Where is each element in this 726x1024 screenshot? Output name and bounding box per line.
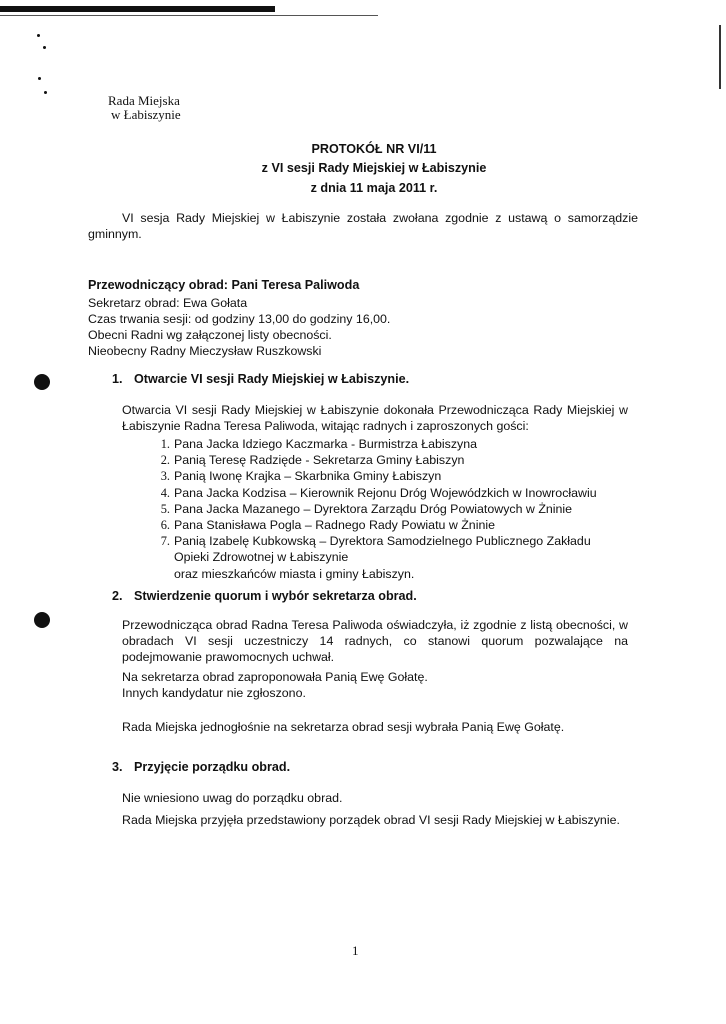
list-item-continuation: Opieki Zdrowotnej w Łabiszynie (174, 550, 349, 565)
section-1-title: Otwarcie VI sesji Rady Miejskiej w Łabiszynie. (134, 372, 410, 386)
section-2-line-b: Innych kandydatur nie zgłoszono. (122, 686, 306, 700)
punch-hole (34, 612, 50, 628)
protocol-date: z dnia 11 maja 2011 r. (310, 181, 438, 195)
list-item: 4. Pana Jacka Kodzisa – Kierownik Rejonu Dróg Wojewódzkich w Inowrocławiu (160, 485, 597, 500)
page-number: 1 (352, 943, 359, 958)
section-2-line-a: Na sekretarza obrad zaproponowała Panią Ewę Gołatę. (122, 670, 428, 684)
section-2-title: Stwierdzenie quorum i wybór sekretarza obrad. (134, 589, 417, 603)
punch-hole (34, 374, 50, 390)
scan-speck (44, 91, 47, 94)
scan-speck (38, 77, 41, 80)
section-2-result: Rada Miejska jednogłośnie na sekretarza obrad sesji wybrała Panią Ewę Gołatę. (122, 720, 565, 734)
section-2-paragraph: Przewodnicząca obrad Radna Teresa Paliwoda oświadczyła, iż zgodnie z listą obecności, w obradach VI sesji uczestniczy 14 radnych, co stanowi quorum pozwalające na podejmowanie prawomocnych uchwał. (122, 618, 628, 664)
scan-top-line (0, 15, 378, 16)
list-item: 1. Pana Jacka Idziego Kaczmarka - Burmistrza Łabiszyna (160, 437, 478, 451)
intro-paragraph: VI sesja Rady Miejskiej w Łabiszynie została zwołana zgodnie z ustawą o samorządzie gminnym. (88, 211, 638, 241)
list-item: 3. Panią Iwonę Krajka – Skarbnika Gminy Łabiszyn (160, 469, 442, 484)
section-3-title: Przyjęcie porządku obrad. (134, 760, 291, 774)
council-stamp (108, 94, 181, 122)
protocol-subtitle: z VI sesji Rady Miejskiej w Łabiszynie (261, 161, 487, 175)
list-closing: oraz mieszkańców miasta i gminy Łabiszyn. (174, 566, 415, 581)
absent-line: Nieobecny Radny Mieczysław Ruszkowski (88, 344, 322, 358)
section-2-heading (112, 589, 417, 603)
present-line: Obecni Radni wg załączonej listy obecności. (88, 328, 332, 342)
duration-line: Czas trwania sesji: od godziny 13,00 do godziny 16,00. (88, 312, 391, 326)
stamp-line-1: Rada Miejska (108, 93, 180, 108)
section-3-line-a: Nie wniesiono uwag do porządku obrad. (122, 791, 343, 805)
scan-speck (37, 34, 40, 37)
list-item: 6. Pana Stanisława Pogla – Radnego Rady Powiatu w Żninie (160, 518, 495, 533)
section-1-paragraph: Otwarcia VI sesji Rady Miejskiej w Łabiszynie dokonała Przewodnicząca Rady Miejskiej w Łabiszynie Radna Teresa Paliwoda, witając radnych i zaproszonych gości: (122, 403, 628, 433)
stamp-line-2: w Łabiszynie (111, 107, 181, 122)
guest-list (150, 436, 597, 582)
scan-right-edge (719, 25, 721, 89)
chair-line: Przewodniczący obrad: Pani Teresa Paliwoda (88, 278, 360, 292)
scan-speck (43, 46, 46, 49)
section-3-paragraph: Rada Miejska przyjęła przedstawiony porządek obrad VI sesji Rady Miejskiej w Łabiszynie. (122, 813, 620, 827)
list-item: 5. Pana Jacka Mazanego – Dyrektora Zarządu Dróg Powiatowych w Żninie (160, 501, 573, 516)
secretary-line: Sekretarz obrad: Ewa Gołata (88, 296, 248, 310)
list-item: 7. Panią Izabelę Kubkowską – Dyrektora Samodzielnego Publicznego Zakładu (160, 534, 591, 549)
section-3-heading (112, 760, 290, 774)
section-1-heading (112, 372, 409, 386)
section-2-number: 2. (112, 589, 123, 603)
scan-top-bar (0, 6, 275, 12)
section-3-number: 3. (112, 760, 123, 774)
section-1-number: 1. (112, 372, 123, 386)
protocol-title: PROTOKÓŁ NR VI/11 (311, 142, 437, 156)
list-item: 2. Panią Teresę Radzięde - Sekretarza Gminy Łabiszyn (160, 453, 465, 468)
